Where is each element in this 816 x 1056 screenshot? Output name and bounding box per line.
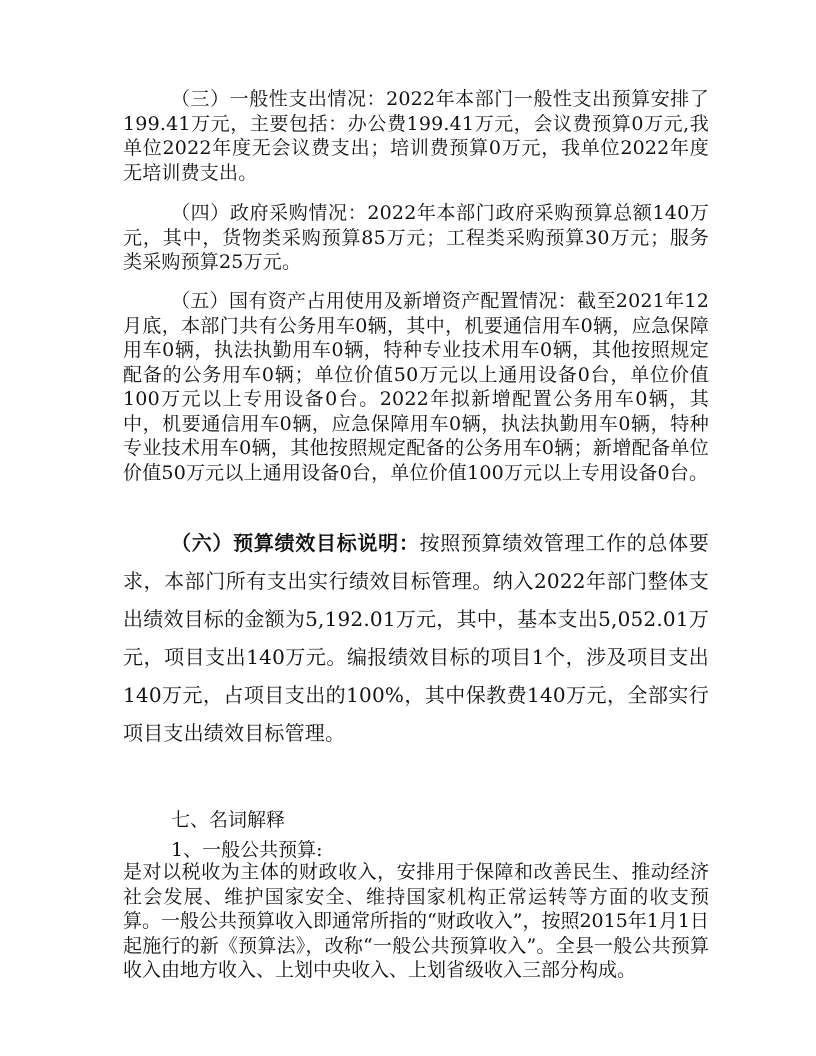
performance-goals-heading: （六）预算绩效目标说明： (171, 531, 420, 555)
paragraph-state-assets: （五）国有资产占用使用及新增资产配置情况：截至2021年12月底，本部门共有公务用车0辆，其中，机要通信用车0辆，应急保障用车0辆，执法执勤用车0辆，特种专业技术用车0辆，其他按照规定配备的公务用车0辆；单位价值50万元以上通用设备0台，单位价值100万元以上专用设备0台。2022年拟新增配置公务用车0辆，其中，机要通信用车0辆，应急保障用车0辆，执法执勤用车0辆，特种专业技术用车0辆，其他按照规定配备的公务用车0辆；新增配备单位价值50万元以上通用设备0台，单位价值100万元以上专用设备0台。 (123, 290, 709, 484)
paragraph-government-procurement: （四）政府采购情况：2022年本部门政府采购预算总额140万元，其中，货物类采购预算85万元；工程类采购预算30万元；服务类采购预算25万元。 (123, 202, 709, 273)
definition-general-budget: 是对以税收为主体的财政收入，安排用于保障和改善民生、推动经济社会发展、维护国家安全、维持国家机构正常运转等方面的收支预算。一般公共预算收入即通常所指的“财政收入”，按照2015年1月1日起施行的新《预算法》，改称“一般公共预算收入”。全县一般公共预算收入由地方收入、上划中央收入、上划省级收入三部分构成。 (123, 861, 709, 981)
paragraph-performance-goals (123, 524, 709, 752)
section-title-glossary: 七、名词解释 (171, 809, 286, 831)
paragraph-general-expenditure: （三）一般性支出情况：2022年本部门一般性支出预算安排了199.41万元，主要包括：办公费199.41万元，会议费预算0万元,我单位2022年度无会议费支出；培训费预算0万元，我单位2022年度无培训费支出。 (123, 88, 709, 184)
performance-goals-body: 按照预算绩效管理工作的总体要求，本部门所有支出实行绩效目标管理。纳入2022年部门整体支出绩效目标的金额为5,192.01万元，其中，基本支出5,052.01万元，项目支出140万元。编报绩效目标的项目1个，涉及项目支出140万元，占项目支出的100%，其中保教费140万元，全部实行项目支出绩效目标管理。 (123, 531, 709, 745)
subsection-title-general-budget: 1、一般公共预算: (171, 839, 323, 861)
